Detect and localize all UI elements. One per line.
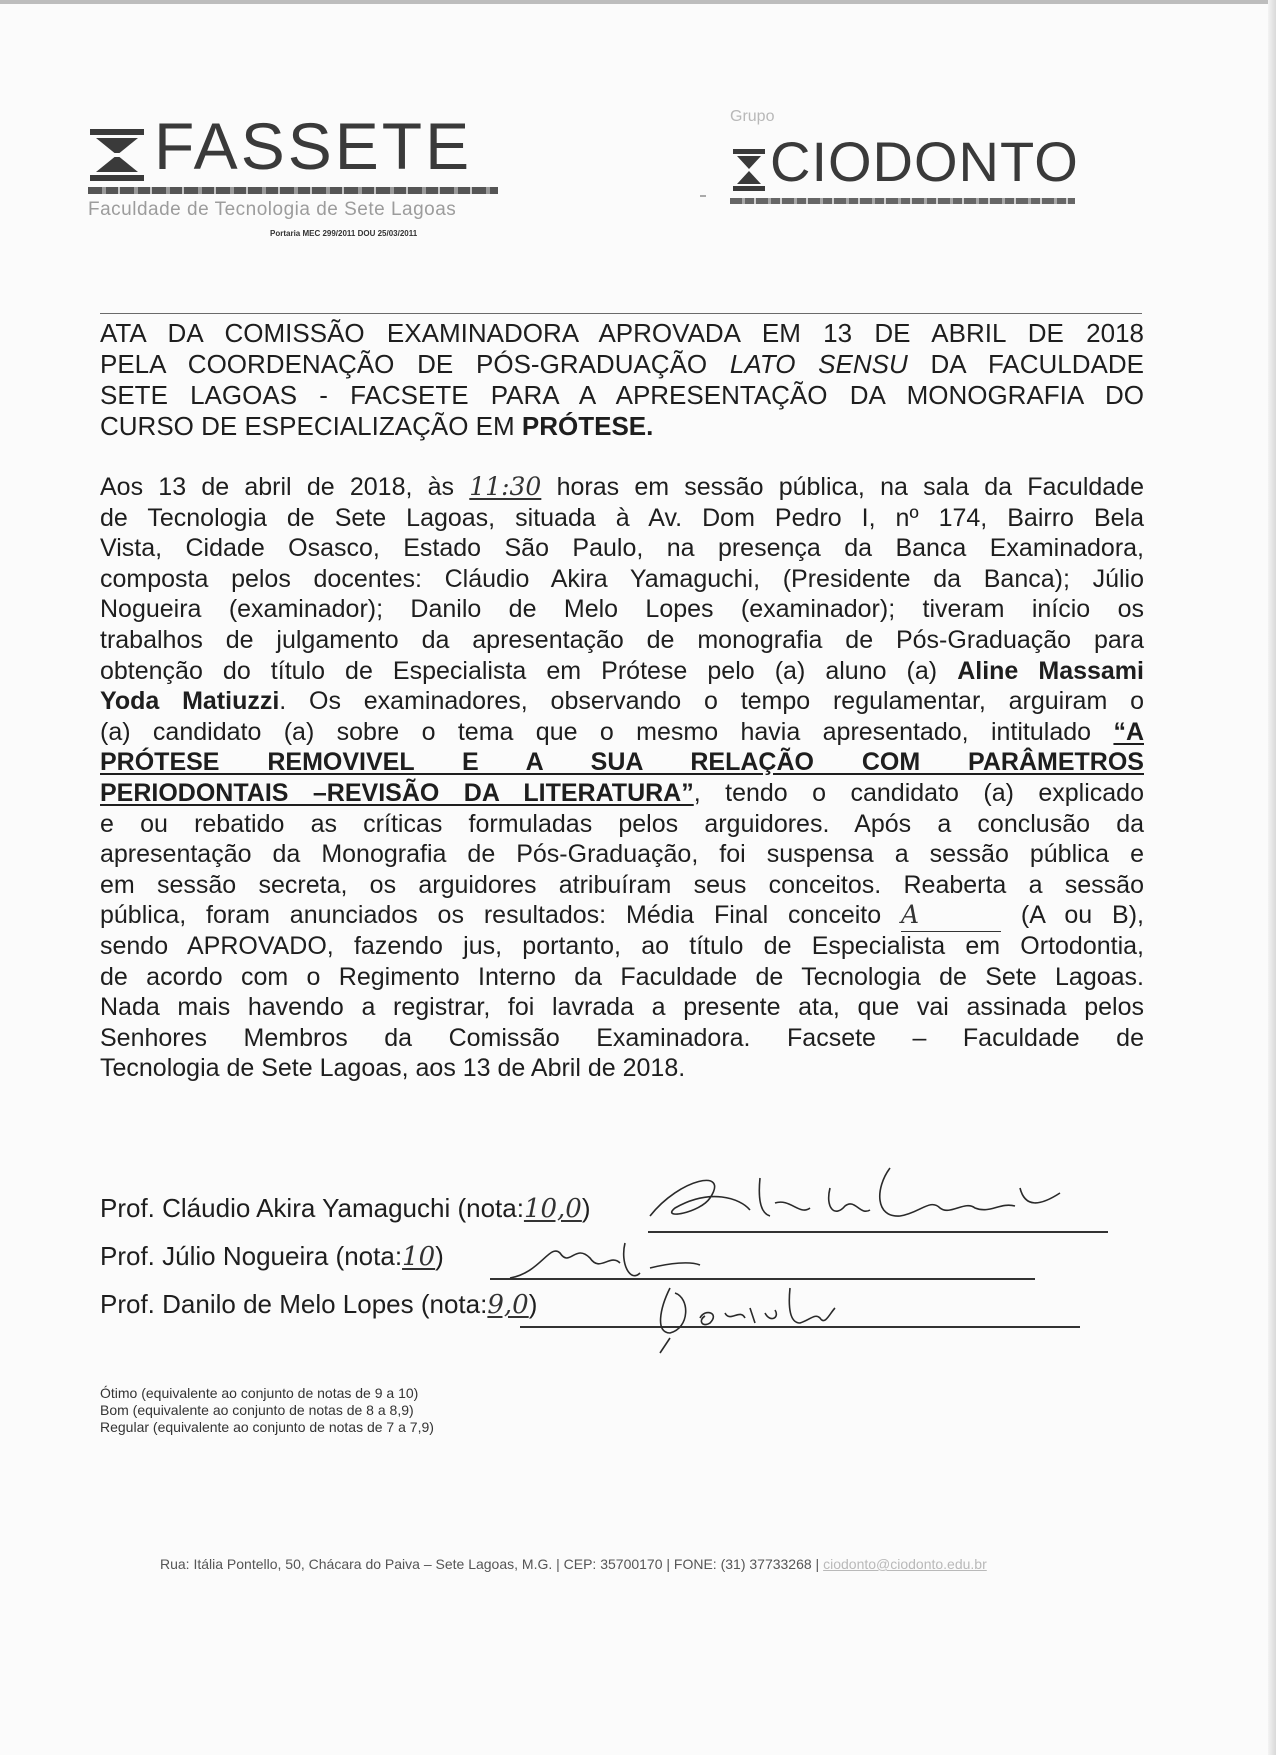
signature-row-examiner-1: Prof. Júlio Nogueira (nota:10) xyxy=(100,1241,444,1272)
body-line: obtenção do título de Especialista em Prótese pelo (a) aluno (a) Aline Massami xyxy=(100,656,1144,685)
fassete-portaria: Portaria MEC 299/2011 DOU 25/03/2011 xyxy=(270,229,418,238)
minutes-body xyxy=(100,472,1144,1084)
title-line: ATA DA COMISSÃO EXAMINADORA APROVADA EM 13 DE ABRIL DE 2018 xyxy=(100,318,1144,348)
body-line: de acordo com o Regimento Interno da Faculdade de Tecnologia de Sete Lagoas. xyxy=(100,962,1144,991)
body-line: de Tecnologia de Sete Lagoas, situada à Av. Dom Pedro I, nº 174, Bairro Bela xyxy=(100,503,1144,532)
body-line: (a) candidato (a) sobre o tema que o mesmo havia apresentado, intitulado “A xyxy=(100,717,1144,746)
signature-president xyxy=(620,1158,1120,1238)
fassete-name: FASSETE xyxy=(154,109,473,183)
signature-row-president: Prof. Cláudio Akira Yamaguchi (nota:10,0) xyxy=(100,1193,591,1224)
grade-legend xyxy=(100,1385,434,1436)
fassete-subtitle: Faculdade de Tecnologia de Sete Lagoas xyxy=(88,199,457,220)
grade-handwritten: 10 xyxy=(402,1242,436,1272)
body-line: Yoda Matiuzzi. Os examinadores, observando o tempo regulamentar, arguiram o xyxy=(100,687,1144,716)
signature-examiner-2 xyxy=(630,1278,890,1358)
body-line: e ou rebatido as críticas formuladas pelos arguidores. Após a conclusão da xyxy=(100,809,1144,838)
fassete-logo xyxy=(88,109,508,238)
legend-item: Ótimo (equivalente ao conjunto de notas de 9 a 10) xyxy=(100,1385,419,1401)
ciodonto-name: CIODONTO xyxy=(770,130,1079,193)
ciodonto-logo xyxy=(730,108,1080,208)
grade-handwritten: 10,0 xyxy=(523,1194,582,1224)
body-line: Aos 13 de abril de 2018, às 11:30 horas em sessão pública, na sala da Faculdade xyxy=(100,472,1144,501)
handwritten-time: 11:30 xyxy=(469,472,542,501)
body-line: Nada mais havendo a registrar, foi lavrada a presente ata, que vai assinada pelos xyxy=(100,993,1144,1022)
scan-right-edge xyxy=(1268,0,1276,1755)
body-line: em sessão secreta, os arguidores atribuíram seus conceitos. Reaberta a sessão xyxy=(100,870,1144,899)
title-line: PELA COORDENAÇÃO DE PÓS-GRADUAÇÃO LATO SENSU DA FACULDADE xyxy=(100,349,1145,379)
ciodonto-emblem-icon xyxy=(732,148,766,192)
body-line: sendo APROVADO, fazendo jus, portanto, ao título de Especialista em Ortodontia, xyxy=(100,931,1144,960)
body-line: apresentação da Monografia de Pós-Graduação, foi suspensa a sessão pública e xyxy=(100,840,1144,869)
thesis-title: PRÓTESE REMOVIVEL E A SUA RELAÇÃO COM PARÂMETROS xyxy=(100,748,1144,777)
title-rule xyxy=(100,313,1142,314)
fassete-bar xyxy=(88,187,498,194)
scan-top-edge xyxy=(0,0,1276,4)
ciodonto-bar xyxy=(730,198,1075,204)
body-line: Tecnologia de Sete Lagoas, aos 13 de Abril de 2018. xyxy=(100,1054,686,1083)
title-line: SETE LAGOAS - FACSETE PARA A APRESENTAÇÃO DA MONOGRAFIA DO xyxy=(100,380,1144,410)
ciodonto-grupo: Grupo xyxy=(730,108,775,125)
body-line: PERIODONTAIS –REVISÃO DA LITERATURA”, tendo o candidato (a) explicado xyxy=(100,778,1144,807)
body-line: Senhores Membros da Comissão Examinadora. Facsete – Faculdade de xyxy=(100,1023,1144,1052)
document-title xyxy=(100,318,1144,442)
title-line: CURSO DE ESPECIALIZAÇÃO EM PRÓTESE. xyxy=(100,411,654,441)
fassete-emblem-icon xyxy=(88,127,146,183)
final-grade: A xyxy=(901,900,1001,932)
thesis-title: PERIODONTAIS –REVISÃO DA LITERATURA” xyxy=(100,778,694,807)
legend-item: Regular (equivalente ao conjunto de notas de 7 a 7,9) xyxy=(100,1419,434,1435)
footer-address: Rua: Itália Pontello, 50, Chácara do Paiva – Sete Lagoas, M.G. | CEP: 35700170 | FONE: (31) 37733268 | xyxy=(160,1556,820,1572)
stray-mark xyxy=(700,195,706,197)
footer-email[interactable]: ciodonto@ciodonto.edu.br xyxy=(823,1556,987,1572)
grade-handwritten: 9,0 xyxy=(487,1290,529,1320)
body-line: Vista, Cidade Osasco, Estado São Paulo, na presença da Banca Examinadora, xyxy=(100,534,1144,563)
body-line: composta pelos docentes: Cláudio Akira Yamaguchi, (Presidente da Banca); Júlio xyxy=(100,564,1144,593)
body-line: trabalhos de julgamento da apresentação de monografia de Pós-Graduação para xyxy=(100,625,1144,654)
student-name: Yoda Matiuzzi xyxy=(100,687,280,716)
student-name: Aline Massami xyxy=(957,656,1144,685)
body-line: pública, foram anunciados os resultados: Média Final conceito A (A ou B), xyxy=(100,900,1144,931)
footer-contact xyxy=(160,1556,987,1572)
body-line: Nogueira (examinador); Danilo de Melo Lopes (examinador); tiveram início os xyxy=(100,595,1144,624)
signature-row-examiner-2: Prof. Danilo de Melo Lopes (nota:9,0) xyxy=(100,1289,538,1320)
legend-item: Bom (equivalente ao conjunto de notas de 8 a 8,9) xyxy=(100,1402,414,1418)
